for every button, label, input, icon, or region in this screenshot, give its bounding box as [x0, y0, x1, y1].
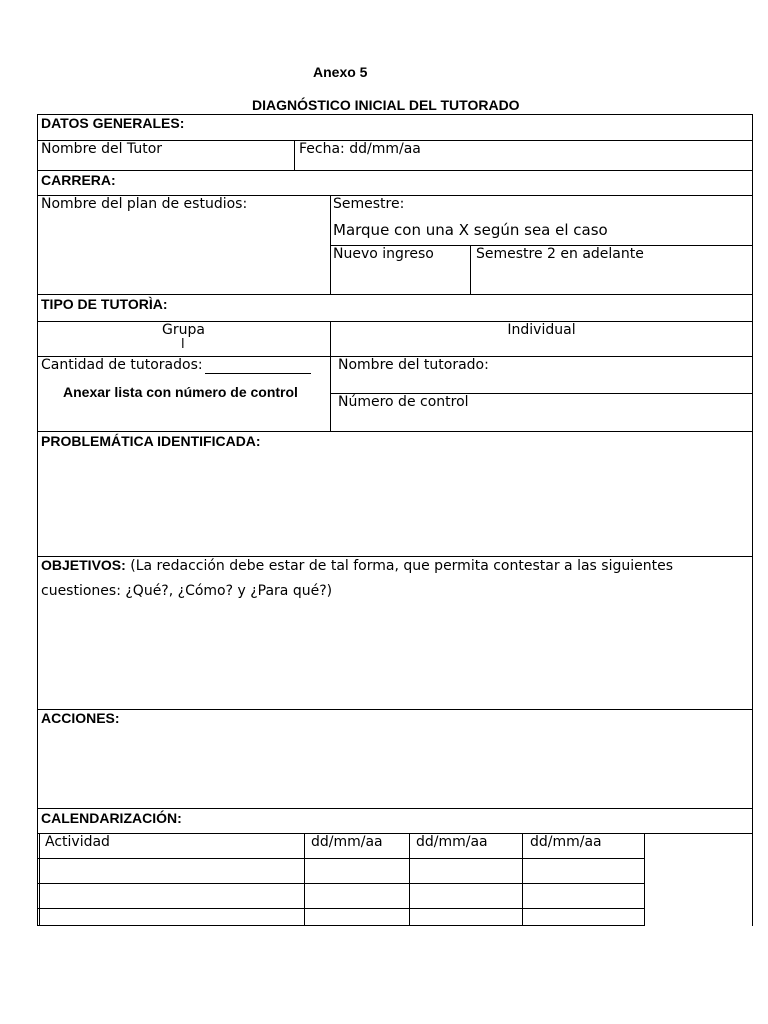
new-student-option[interactable]: Nuevo ingreso: [333, 246, 434, 262]
schedule-cell[interactable]: [305, 884, 409, 908]
group-option[interactable]: Grupa: [162, 322, 205, 338]
student-count-label: Cantidad de tutorados:: [41, 357, 203, 373]
attach-list-note: Anexar lista con número de control: [63, 384, 298, 400]
schedule-col-activity: Actividad: [45, 834, 110, 850]
schedule-col-date-1: dd/mm/aa: [311, 834, 383, 850]
actions-heading: ACCIONES:: [41, 710, 120, 726]
schedule-cell[interactable]: [40, 859, 304, 883]
carrera-heading: CARRERA:: [41, 172, 116, 188]
divider: [37, 431, 753, 432]
second-semester-option[interactable]: Semestre 2 en adelante: [476, 246, 644, 262]
datos-generales-heading: DATOS GENERALES:: [41, 115, 185, 131]
divider: [37, 833, 753, 834]
divider: [294, 140, 295, 171]
schedule-cell[interactable]: [410, 884, 522, 908]
schedule-cell[interactable]: [410, 859, 522, 883]
tutor-name-field[interactable]: Nombre del Tutor: [41, 141, 163, 157]
objectives-text-area[interactable]: [38, 605, 752, 708]
study-plan-field[interactable]: Nombre del plan de estudios:: [41, 196, 248, 212]
divider: [470, 245, 471, 295]
schedule-cell[interactable]: [523, 859, 644, 883]
problem-heading: PROBLEMÁTICA IDENTIFICADA:: [41, 433, 261, 449]
document-title: DIAGNÓSTICO INICIAL DEL TUTORADO: [252, 97, 520, 113]
objectives-heading: OBJETIVOS:: [41, 557, 126, 573]
schedule-col-date-2: dd/mm/aa: [416, 834, 488, 850]
schedule-bottom-line: [37, 925, 645, 926]
schedule-heading: CALENDARIZACIÓN:: [41, 810, 182, 826]
tutoring-type-heading: TIPO DE TUTORÌA:: [41, 296, 168, 312]
instruction-text: Marque con una X según sea el caso: [333, 221, 608, 239]
actions-text-area[interactable]: [38, 733, 752, 807]
objectives-instructions: (La redacción debe estar de tal forma, que permita contestar a las siguientes: [130, 558, 673, 574]
divider: [37, 709, 753, 710]
group-mark: l: [181, 337, 185, 352]
schedule-row-line: [37, 908, 645, 909]
schedule-col-date-3: dd/mm/aa: [530, 834, 602, 850]
divider: [37, 170, 753, 171]
student-name-field[interactable]: Nombre del tutorado:: [338, 357, 489, 373]
frame-right: [752, 114, 753, 926]
student-count-blank[interactable]: [205, 373, 311, 374]
semester-label: Semestre:: [333, 196, 405, 212]
objectives-instructions-cont: cuestiones: ¿Qué?, ¿Cómo? y ¿Para qué?): [41, 583, 333, 599]
control-number-field[interactable]: Número de control: [338, 394, 469, 410]
schedule-cell[interactable]: [305, 859, 409, 883]
date-field[interactable]: Fecha: dd/mm/aa: [299, 141, 421, 157]
problem-text-area[interactable]: [38, 455, 752, 555]
schedule-cell[interactable]: [40, 884, 304, 908]
objectives-line-1: [41, 557, 673, 575]
schedule-cell[interactable]: [523, 884, 644, 908]
divider: [37, 808, 753, 809]
annex-label: Anexo 5: [313, 64, 368, 80]
schedule-col-line: [644, 833, 645, 926]
divider: [37, 294, 753, 295]
individual-option[interactable]: Individual: [507, 322, 576, 338]
